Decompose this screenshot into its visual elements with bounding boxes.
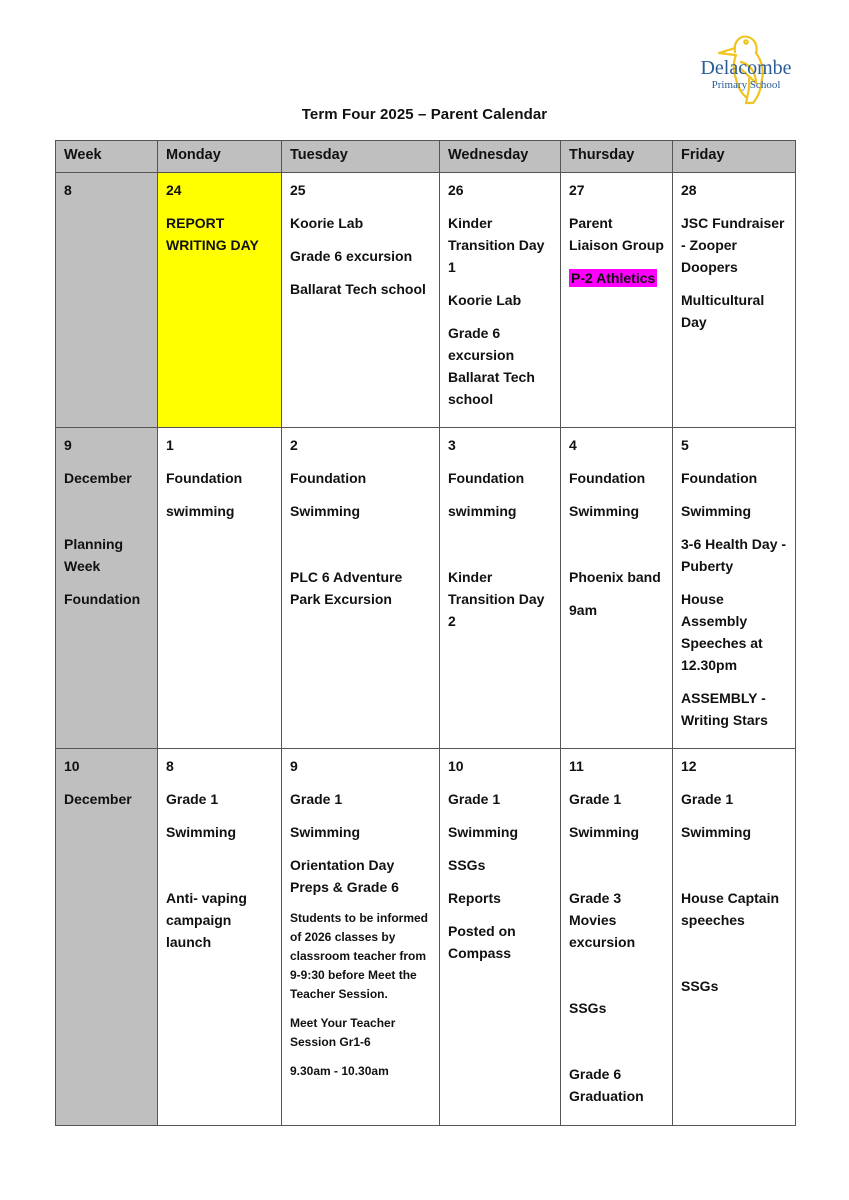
calendar-header-row: [56, 141, 796, 173]
calendar-day-cell: [158, 749, 282, 1126]
cell-paragraph: House Captain speeches: [681, 890, 780, 928]
cell-paragraph: December: [64, 791, 132, 807]
cell-paragraph: Koorie Lab: [290, 215, 364, 231]
cell-paragraph: Kinder Transition Day 2: [448, 569, 545, 629]
page-title: Term Four 2025 – Parent Calendar: [301, 106, 548, 123]
cell-paragraph: December: [64, 470, 132, 486]
column-header-tuesday: Tuesday: [282, 141, 440, 173]
cell-paragraph: swimming: [448, 503, 517, 519]
cell-paragraph: Grade 1: [166, 791, 219, 807]
cell-paragraph: 24: [166, 182, 182, 198]
cell-paragraph: Orientation Day Preps & Grade 6: [290, 857, 399, 895]
cell-paragraph: Swimming: [448, 824, 519, 840]
cell-paragraph: [681, 942, 787, 964]
cell-paragraph: 9: [290, 758, 298, 774]
cell-paragraph: Swimming: [290, 503, 361, 519]
cell-paragraph: House Assembly Speeches at 12.30pm: [681, 591, 763, 673]
cell-paragraph: [569, 1030, 664, 1052]
cell-paragraph: [569, 267, 664, 289]
cell-paragraph: 10: [64, 758, 80, 774]
cell-paragraph: [448, 533, 552, 555]
cell-paragraph: [166, 854, 273, 876]
calendar-day-cell: [673, 173, 796, 428]
cell-paragraph: Ballarat Tech school: [290, 281, 426, 297]
cell-paragraph: SSGs: [448, 857, 486, 873]
cell-paragraph: Swimming: [569, 824, 640, 840]
column-header-wednesday: Wednesday: [440, 141, 561, 173]
cell-paragraph: 11: [569, 758, 584, 774]
cell-paragraph: Meet Your Teacher Session Gr1-6: [290, 1016, 396, 1049]
cell-paragraph: Foundation: [166, 470, 243, 486]
calendar-day-cell: [561, 173, 673, 428]
cell-paragraph: Students to be informed of 2026 classes by classroom teacher from 9-9:30 before Meet the Teacher Session.: [290, 911, 428, 1001]
cell-paragraph: 9am: [569, 602, 598, 618]
calendar-week-row: [56, 428, 796, 749]
calendar-day-cell: [440, 749, 561, 1126]
calendar-day-cell: [440, 428, 561, 749]
cell-paragraph: Reports: [448, 890, 501, 906]
calendar-body: [56, 173, 796, 1126]
cell-paragraph: SSGs: [681, 978, 719, 994]
cell-paragraph: 1: [166, 437, 174, 453]
school-logo: [689, 26, 807, 108]
column-header-thursday: Thursday: [561, 141, 673, 173]
cell-paragraph: Grade 1: [681, 791, 734, 807]
school-subtitle: Primary School: [711, 79, 781, 91]
magenta-highlight: P-2 Athletics: [571, 270, 656, 286]
cell-paragraph: JSC Fundraiser - Zooper Doopers: [681, 215, 785, 275]
week-label-cell: [56, 749, 158, 1126]
school-name: Delacombe: [700, 57, 792, 79]
cell-paragraph: Foundation: [290, 470, 367, 486]
cell-paragraph: Grade 1: [569, 791, 622, 807]
cell-paragraph: [569, 854, 664, 876]
cell-paragraph: 2: [290, 437, 298, 453]
cell-paragraph: Swimming: [569, 503, 640, 519]
cell-paragraph: SSGs: [569, 1000, 607, 1016]
cell-paragraph: [290, 533, 431, 555]
calendar-day-cell: [282, 173, 440, 428]
cell-paragraph: Phoenix band: [569, 569, 661, 585]
cell-paragraph: ASSEMBLY - Writing Stars: [681, 690, 768, 728]
cell-paragraph: Foundation: [569, 470, 646, 486]
cell-paragraph: 3: [448, 437, 456, 453]
calendar-day-cell: [282, 749, 440, 1126]
cell-paragraph: 25: [290, 182, 306, 198]
cell-paragraph: 10: [448, 758, 464, 774]
calendar-day-cell: [561, 428, 673, 749]
column-header-monday: Monday: [158, 141, 282, 173]
week-label-cell: [56, 173, 158, 428]
cell-paragraph: Koorie Lab: [448, 292, 522, 308]
calendar-day-cell: [282, 428, 440, 749]
cell-paragraph: PLC 6 Adventure Park Excursion: [290, 569, 403, 607]
calendar-table: [55, 140, 796, 1126]
calendar-day-cell: [158, 173, 282, 428]
cell-paragraph: 5: [681, 437, 689, 453]
cell-paragraph: [569, 964, 664, 986]
cell-paragraph: Multicultural Day: [681, 292, 765, 330]
cell-paragraph: Grade 3 Movies excursion: [569, 890, 636, 950]
cell-paragraph: 26: [448, 182, 464, 198]
cell-paragraph: Foundation: [681, 470, 758, 486]
cell-paragraph: 28: [681, 182, 697, 198]
cell-paragraph: 4: [569, 437, 577, 453]
cell-paragraph: Anti- vaping campaign launch: [166, 890, 247, 950]
cell-paragraph: Foundation: [448, 470, 525, 486]
cell-paragraph: Swimming: [166, 824, 237, 840]
cell-paragraph: Parent Liaison Group: [569, 215, 664, 253]
cell-paragraph: Grade 1: [290, 791, 343, 807]
cell-paragraph: [64, 500, 149, 522]
cell-paragraph: 8: [166, 758, 174, 774]
cell-paragraph: Grade 6 excursion: [290, 248, 413, 264]
calendar-day-cell: [561, 749, 673, 1126]
cell-paragraph: Swimming: [681, 503, 752, 519]
cell-paragraph: Planning Week: [64, 536, 124, 574]
calendar-week-row: [56, 749, 796, 1126]
calendar-day-cell: [440, 173, 561, 428]
cell-paragraph: [569, 533, 664, 555]
cell-paragraph: REPORT WRITING DAY: [166, 215, 259, 253]
calendar-day-cell: [673, 749, 796, 1126]
cell-paragraph: Grade 1: [448, 791, 501, 807]
cell-paragraph: 8: [64, 182, 72, 198]
cell-paragraph: Swimming: [681, 824, 752, 840]
column-header-week: Week: [56, 141, 158, 173]
week-label-cell: [56, 428, 158, 749]
cell-paragraph: Foundation: [64, 591, 141, 607]
cell-paragraph: Posted on Compass: [448, 923, 516, 961]
calendar-day-cell: [673, 428, 796, 749]
kookaburra-icon: [689, 26, 807, 108]
calendar-week-row: [56, 173, 796, 428]
cell-paragraph: swimming: [166, 503, 235, 519]
calendar-day-cell: [158, 428, 282, 749]
cell-paragraph: 9.30am - 10.30am: [290, 1064, 389, 1078]
cell-paragraph: 12: [681, 758, 697, 774]
cell-paragraph: 3-6 Health Day - Puberty: [681, 536, 787, 574]
cell-paragraph: Grade 6 Graduation: [569, 1066, 644, 1104]
column-header-friday: Friday: [673, 141, 796, 173]
cell-paragraph: Swimming: [290, 824, 361, 840]
cell-paragraph: Grade 6 excursion Ballarat Tech school: [448, 325, 535, 407]
cell-paragraph: 27: [569, 182, 585, 198]
cell-paragraph: 9: [64, 437, 72, 453]
cell-paragraph: Kinder Transition Day 1: [448, 215, 545, 275]
cell-paragraph: [681, 854, 787, 876]
